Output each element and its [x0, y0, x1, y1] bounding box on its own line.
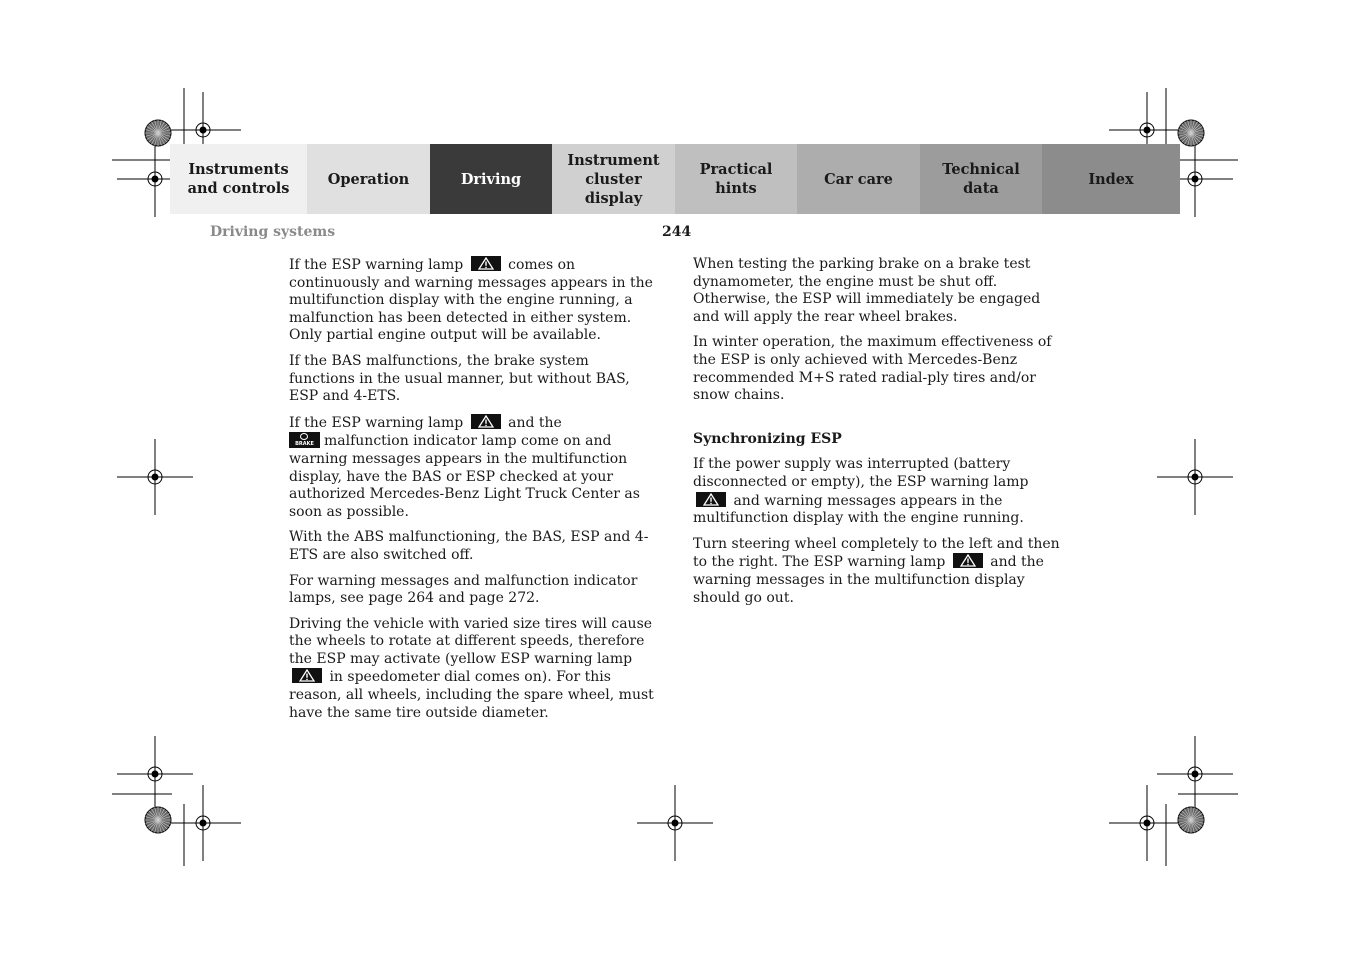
- paragraph: If the ESP warning lamp and the BRAKE malfunction indicator lamp come on and warning messages appears in the multifunction display, have the BAS or ESP checked at your authorized Mercedes-Benz Light Truck Center as soon as possible.: [289, 414, 640, 520]
- tab-car-care[interactable]: Car care: [797, 144, 920, 214]
- paragraph: For warning messages and malfunction indicator lamps, see page 264 and page 272.: [289, 572, 638, 607]
- esp-warning-triangle-icon: [696, 492, 726, 507]
- paragraph: In winter operation, the maximum effectiveness of the ESP is only achieved with Mercedes-Benz recommended M+S rated radial-ply tires and/or snow chains.: [693, 334, 1052, 404]
- tab-instruments-and-controls[interactable]: Instruments and controls: [170, 144, 307, 214]
- bas-brake-icon: BRAKE: [289, 432, 320, 448]
- tab-driving[interactable]: Driving: [430, 144, 552, 214]
- esp-warning-triangle-icon: [292, 668, 322, 683]
- tab-technical-data[interactable]: Technical data: [920, 144, 1042, 214]
- esp-warning-triangle-icon: [471, 256, 501, 271]
- paragraph: With the ABS malfunctioning, the BAS, ESP and 4-ETS are also switched off.: [289, 529, 649, 563]
- left-column: [289, 256, 659, 730]
- paragraph: If the BAS malfunctions, the brake system functions in the usual manner, but without BAS, ESP and 4-ETS.: [289, 352, 630, 405]
- section-heading: Synchronizing ESP: [693, 430, 842, 447]
- paragraph: Driving the vehicle with varied size tires will cause the wheels to rotate at different speeds, therefore the ESP may activate (yellow ESP warning lamp in speedometer dial comes on). For this reason, all wheels, including the spare wheel, must have the same tire outside diameter.: [289, 615, 654, 721]
- chapter-tab-bar: [170, 144, 1180, 214]
- right-column: [693, 256, 1063, 615]
- tab-index[interactable]: Index: [1042, 144, 1180, 214]
- page-number: 244: [662, 224, 692, 240]
- tab-operation[interactable]: Operation: [307, 144, 430, 214]
- paragraph: When testing the parking brake on a brake test dynamometer, the engine must be shut off. Otherwise, the ESP will immediately be engaged and will apply the rear wheel brakes.: [693, 256, 1041, 325]
- tab-instrument-cluster-display[interactable]: Instrument cluster display: [552, 144, 675, 214]
- tab-practical-hints[interactable]: Practical hints: [675, 144, 797, 214]
- paragraph: If the power supply was interrupted (battery disconnected or empty), the ESP warning lamp and warning messages appears in the multifunction display with the engine running.: [693, 456, 1029, 527]
- esp-warning-triangle-icon: [953, 553, 983, 568]
- paragraph: Turn steering wheel completely to the left and then to the right. The ESP warning lamp and the warning messages in the multifunction display should go out.: [693, 535, 1060, 606]
- paragraph: If the ESP warning lamp comes on continuously and warning messages appears in the multifunction display with the engine running, a malfunction has been detected in either system. Only partial engine output will be available.: [289, 257, 653, 344]
- esp-warning-triangle-icon: [471, 414, 501, 429]
- section-title: Driving systems: [210, 224, 336, 240]
